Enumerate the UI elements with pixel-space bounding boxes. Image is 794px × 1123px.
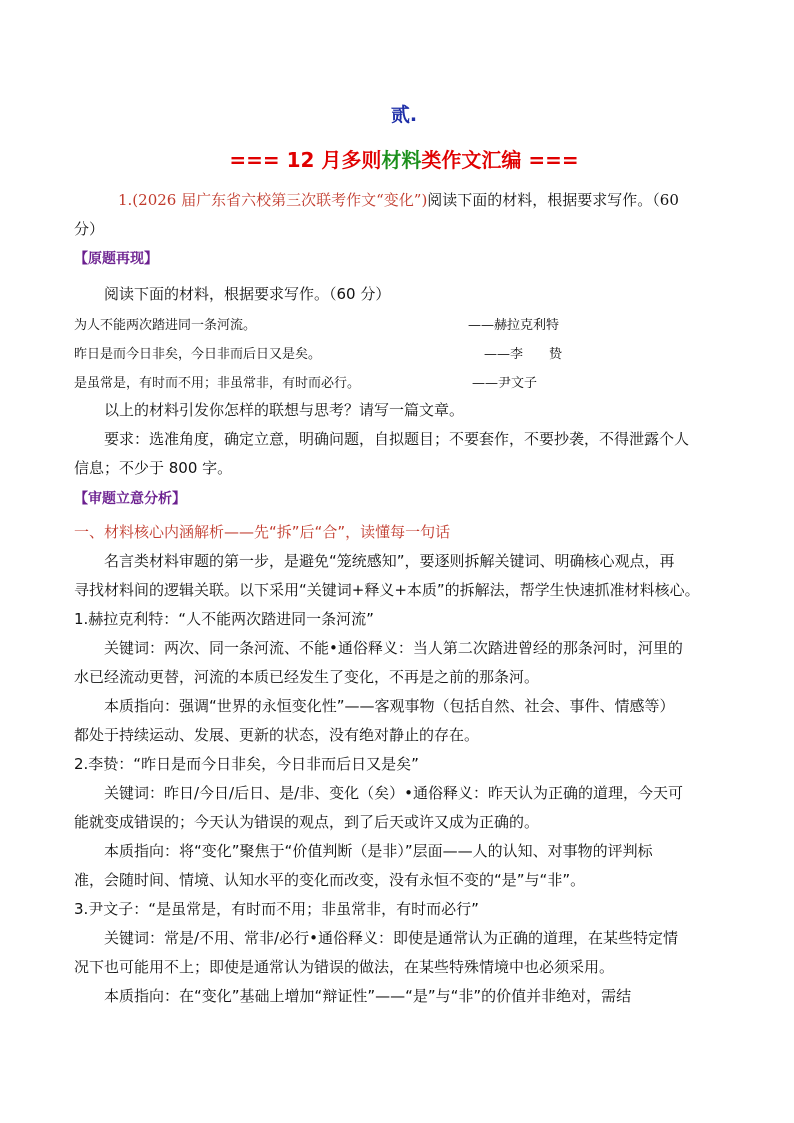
section-original-heading: 【原题再现】	[74, 251, 158, 267]
question-line-1	[74, 189, 778, 211]
body-line-11: 本质指向：将“变化”聚焦于“价值判断（是非）”层面——人的认知、对事物的评判标	[104, 842, 653, 860]
main-title	[74, 144, 734, 173]
requirement-line-1: 要求：选准角度，确定立意，明确问题，自拟题目；不要套作，不要抄袭，不得泄露个人	[104, 430, 690, 448]
body-line-15: 况下也可能用不上；即使是通常认为错误的做法，在某些特殊情境中也必须采用。	[74, 958, 615, 976]
item-1-heading: 1.赫拉克利特：“人不能两次踏进同一条河流”	[74, 610, 374, 628]
quote-attr-1: ——赫拉克利特	[468, 318, 560, 333]
quote-attr-2: ——李 贽	[484, 347, 563, 362]
body-line-9: 关键词：昨日/今日/后日、是/非、变化（矣）•通俗释义：昨天认为正确的道理，今天可	[104, 784, 684, 802]
section-analysis-heading: 【审题立意分析】	[74, 491, 186, 507]
item-3-heading: 3.尹文子：“是虽常是，有时而不用；非虽常非，有时而必行”	[74, 900, 479, 918]
requirement-line-2: 信息；不少于 800 字。	[74, 459, 233, 477]
body-line-16: 本质指向：在“变化”基础上增加“辩证性”——“是”与“非”的价值并非绝对，需结	[104, 987, 632, 1005]
prompt-intro: 阅读下面的材料，根据要求写作。（60 分）	[104, 285, 391, 303]
question-source: 1.(2026 届广东省六校第三次联考作文“变化”)	[118, 191, 428, 209]
main-title-part-2: 多则	[341, 148, 382, 172]
quote-text-3: 是虽常是，有时而不用；非虽常非，有时而必行。	[74, 376, 361, 391]
body-line-10: 能就变成错误的；今天认为错误的观点，到了后天或许又成为正确的。	[74, 813, 540, 831]
quote-text-2: 昨日是而今日非矣，今日非而后日又是矣。	[74, 347, 322, 362]
body-line-7: 都处于持续运动、发展、更新的状态，没有绝对静止的存在。	[74, 726, 480, 744]
body-line-6: 本质指向：强调“世界的永恒变化性”——客观事物（包括自然、社会、事件、情感等）	[104, 697, 675, 715]
body-line-12: 准，会随时间、情境、认知水平的变化而改变，没有永恒不变的“是”与“非”。	[74, 871, 586, 889]
main-title-part-1: === 12 月	[229, 148, 342, 172]
question-instruction: 阅读下面的材料，根据要求写作。（60	[427, 191, 679, 209]
main-title-part-4: 类作文汇编 ===	[421, 148, 579, 172]
body-line-5: 水已经流动更替，河流的本质已经发生了变化，不再是之前的那条河。	[74, 668, 540, 686]
question-line-2: 分）	[74, 220, 105, 238]
quote-attr-3: ——尹文子	[472, 376, 538, 391]
main-title-part-3: 材料	[381, 148, 422, 172]
body-line-1: 名言类材料审题的第一步，是避免“笼统感知”，要逐则拆解关键词、明确核心观点，再	[104, 552, 675, 570]
quote-text-1: 为人不能两次踏进同一条河流。	[74, 318, 257, 333]
section-number-title: 贰.	[390, 104, 418, 126]
item-2-heading: 2.李贽：“昨日是而今日非矣，今日非而后日又是矣”	[74, 755, 419, 773]
part1-title: 一、材料核心内涵解析——先“拆”后“合”，读懂每一句话	[74, 523, 451, 541]
prompt-question: 以上的材料引发你怎样的联想与思考？请写一篇文章。	[104, 401, 465, 419]
body-line-14: 关键词：常是/不用、常非/必行•通俗释义：即使是通常认为正确的道理，在某些特定情	[104, 929, 678, 947]
body-line-4: 关键词：两次、同一条河流、不能•通俗释义：当人第二次踏进曾经的那条河时，河里的	[104, 639, 683, 657]
body-line-2: 寻找材料间的逻辑关联。以下采用“关键词+释义+本质”的拆解法，帮学生快速抓准材料核心。	[74, 581, 700, 599]
